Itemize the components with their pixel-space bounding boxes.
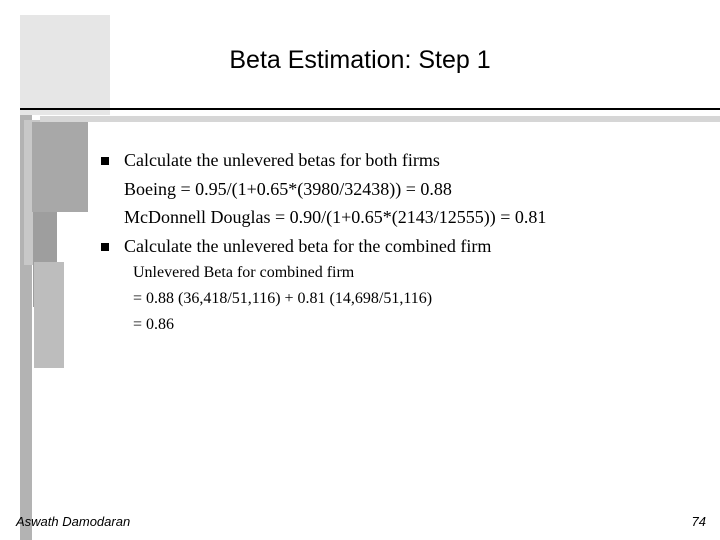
page-number: 74 <box>691 514 706 529</box>
calculation-line: Boeing = 0.95/(1+0.65*(3980/32438)) = 0.88 <box>124 179 452 199</box>
title-divider-shadow <box>40 116 720 122</box>
bullet-text: Calculate the unlevered betas for both firms <box>124 150 440 170</box>
bullet-text: Calculate the unlevered beta for the combined firm <box>124 236 492 256</box>
decorative-bar <box>20 15 110 115</box>
calculation-line: = 0.86 <box>133 316 175 333</box>
decorative-bar <box>34 262 64 368</box>
author-footer: Aswath Damodaran <box>16 514 131 529</box>
calculation-line: = 0.88 (36,418/51,116) + 0.81 (14,698/51,116) <box>133 290 433 307</box>
decorative-bar <box>32 122 88 212</box>
calculation-line: McDonnell Douglas = 0.90/(1+0.65*(2143/12555)) = 0.81 <box>124 207 547 227</box>
calculation-line: Unlevered Beta for combined firm <box>133 264 355 281</box>
title-divider <box>20 108 720 110</box>
slide-title: Beta Estimation: Step 1 <box>229 46 491 74</box>
bullet-square-icon <box>101 243 109 251</box>
bullet-square-icon <box>101 157 109 165</box>
